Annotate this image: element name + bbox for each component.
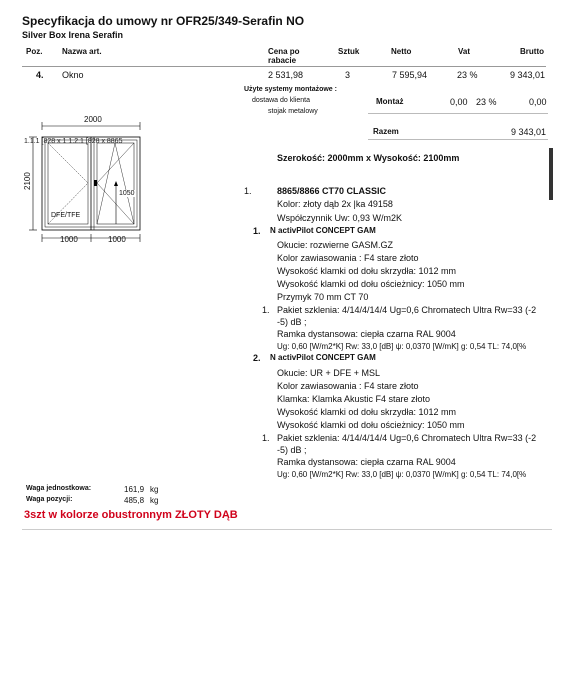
scrollbar[interactable] (549, 148, 553, 200)
width-label: 2000 (84, 115, 102, 124)
sash-1-title: N activPilot CONCEPT GAM (270, 226, 376, 235)
sash-1-line: Kolor zawiasowania : F4 stare złoto (277, 253, 419, 263)
height-label: 2100 (23, 172, 32, 190)
col-nazwa: Nazwa art. (62, 47, 102, 56)
sash-1-line: Wysokość klamki od dołu ościeżnicy: 1050 mm (277, 279, 465, 289)
dfe-label: DFE/TFE (51, 212, 81, 219)
window-drawing (0, 112, 160, 252)
spec-name: 8865/8866 CT70 CLASSIC (277, 186, 387, 196)
sash-1-num: 1. (253, 226, 261, 236)
col-cena: Cena po rabacie (268, 47, 300, 65)
col-netto: Netto (391, 47, 412, 56)
header-divider (22, 66, 546, 67)
weight-position-value: 485,8 (124, 496, 145, 505)
weight-unit-value: 161,9 (124, 485, 145, 494)
sash-2-ug: Ug: 0,60 [W/m2*K] Rw: 33,0 [dB] ψ: 0,0370 [W/mK] g: 0,54 TL: 74,0[% (277, 470, 527, 479)
montaz-netto: 0,00 (450, 97, 468, 107)
weight-position-unit: kg (150, 496, 159, 505)
sash-2-num: 2. (253, 353, 261, 363)
item-sztuk: 3 (345, 70, 351, 80)
sash-2-glass-num: 1. (262, 433, 270, 443)
col-sztuk: Sztuk (338, 47, 360, 56)
sash-1-line: Okucie: rozwierne GASM.GZ (277, 240, 394, 250)
item-cena: 2 531,98 (268, 70, 304, 80)
sash-1-ug: Ug: 0,60 [W/m2*K] Rw: 33,0 [dB] ψ: 0,0370 [W/mK] g: 0,54 TL: 74,0[% (277, 342, 527, 351)
sash-2-title: N activPilot CONCEPT GAM (270, 353, 376, 362)
sash-2-glass: Pakiet szklenia: 4/14/4/14/4 Ug=0,6 Chromatech Ultra Rw=33 (-2 (277, 433, 537, 443)
sash-2-line: Kolor zawiasowania : F4 stare złoto (277, 381, 419, 391)
mounting-line-2: stojak metalowy (268, 108, 318, 115)
col-vat: Vat (458, 47, 471, 56)
bottom-left-label: 1000 (60, 235, 78, 244)
bottom-right-label: 1000 (108, 235, 126, 244)
col-poz: Poz. (26, 47, 43, 56)
page-title: Specyfikacja do umowy nr OFR25/349-Serafin NO (22, 14, 305, 28)
sash-2-line: Klamka: Klamka Akustic F4 stare złoto (277, 394, 431, 404)
sash-labels: 1.1.1 [828 x 1 1.2.1 [828 x 8865 (24, 138, 123, 145)
weight-unit-label: Waga jednostkowa: (26, 485, 92, 492)
item-netto: 7 595,94 (392, 70, 428, 80)
spec-kolor: Kolor: złoty dąb 2x |ka 49158 (277, 199, 393, 209)
sash-1-glass-num: 1. (262, 305, 270, 315)
weight-position-label: Waga pozycji: (26, 496, 73, 503)
sash-1-ramka: Ramka dystansowa: ciepła czarna RAL 9004 (277, 329, 456, 339)
item-poz: 4. (36, 70, 44, 80)
montaz-label: Montaż (376, 97, 404, 106)
sash-1-line: Przymyk 70 mm CT 70 (277, 292, 369, 302)
sash-1-glass-2: -5) dB ; (277, 317, 307, 327)
item-brutto: 9 343,01 (510, 70, 546, 80)
sash-2-line: Wysokość klamki od dołu skrzydła: 1012 mm (277, 407, 456, 417)
dimensions-text: Szerokość: 2000mm x Wysokość: 2100mm (277, 153, 460, 163)
spec-wspolczynnik: Współczynnik Uw: 0,93 W/m2K (277, 213, 403, 223)
sash-1-glass: Pakiet szklenia: 4/14/4/14/4 Ug=0,6 Chromatech Ultra Rw=33 (-2 (277, 305, 537, 315)
sash-1-line: Wysokość klamki od dołu skrzydła: 1012 mm (277, 266, 456, 276)
razem-label: Razem (373, 127, 399, 136)
footer-divider (22, 529, 552, 530)
mounting-title: Użyte systemy montażowe : (244, 86, 337, 93)
item-vat: 23 % (457, 70, 478, 80)
razem-value: 9 343,01 (511, 127, 547, 137)
sash-2-glass-2: -5) dB ; (277, 445, 307, 455)
sash-2-line: Okucie: UR + DFE + MSL (277, 368, 381, 378)
page-subtitle: Silver Box Irena Serafin (22, 30, 124, 40)
handle-height-label: 1050 (119, 190, 135, 197)
montaz-brutto: 0,00 (529, 97, 547, 107)
montaz-divider (368, 113, 548, 114)
sash-2-line: Wysokość klamki od dołu ościeżnicy: 1050 mm (277, 420, 465, 430)
weight-unit-unit: kg (150, 485, 159, 494)
spec-num: 1. (244, 186, 252, 196)
mounting-line-1: dostawa do klienta (252, 97, 310, 104)
razem-divider (368, 139, 548, 140)
color-note: 3szt w kolorze obustronnym ZŁOTY DĄB (24, 509, 238, 521)
col-brutto: Brutto (520, 47, 544, 56)
sash-2-ramka: Ramka dystansowa: ciepła czarna RAL 9004 (277, 457, 456, 467)
item-nazwa: Okno (62, 70, 84, 80)
montaz-vat: 23 % (476, 97, 497, 107)
